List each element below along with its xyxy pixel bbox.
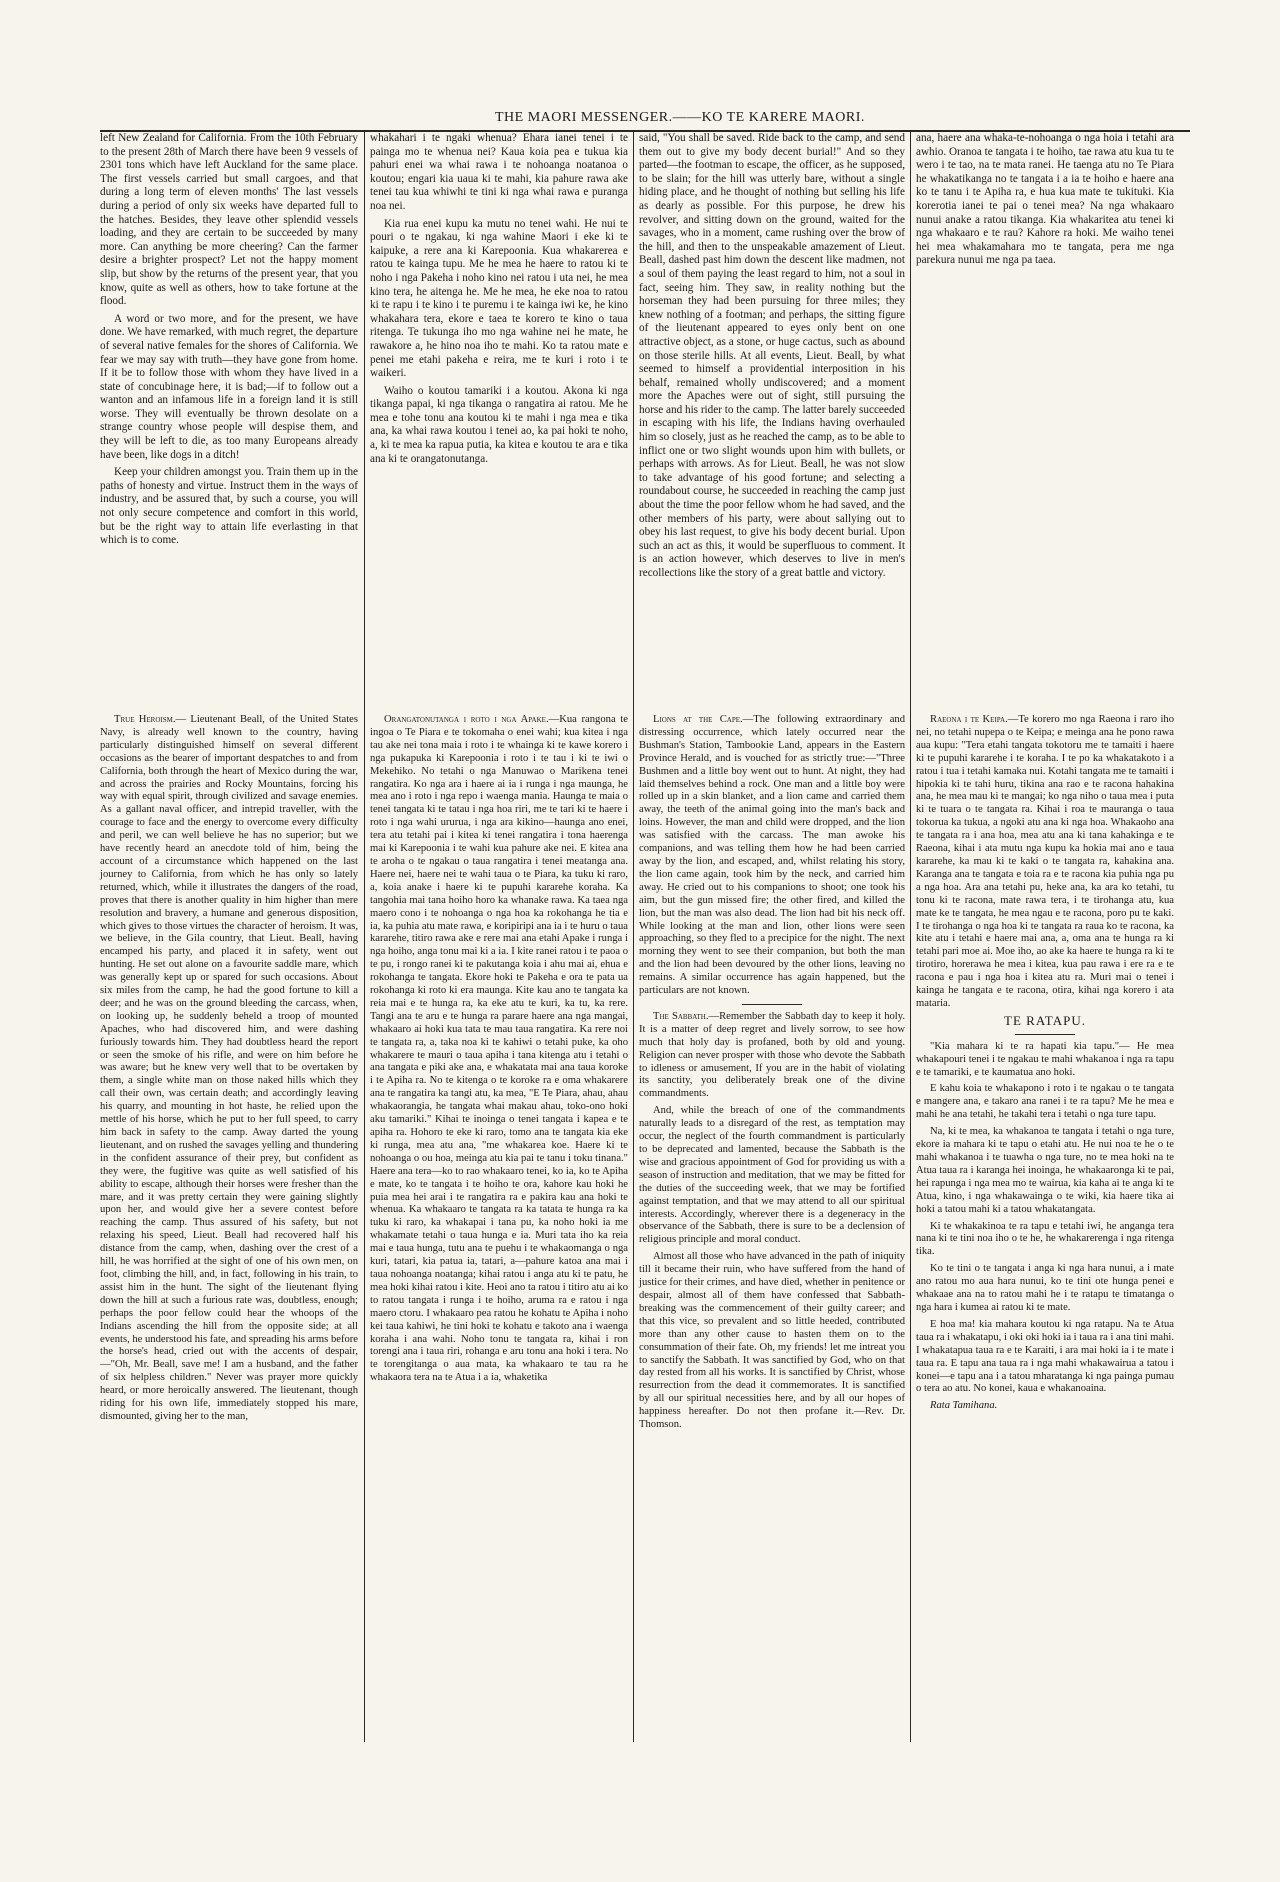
paragraph: Ko te tini o te tangata i anga ki nga hara nunui, a i mate ano ratou mo aua hara nunui, ko te tini ote hunga penei e whakaae ana na to ratou mahi he i te ratapu te timatanga o nga hara i kumea ai ratou ki te mate. (916, 1263, 1174, 1313)
column-4-top (916, 132, 1174, 272)
article-sabbath (639, 1011, 905, 1101)
paragraph: ana, haere ana whaka-te-nohoanga o nga hoia i tetahi ara awhio. Oranoa te tangata i te hoiho, tae rawa atu kua tu te wero i te tao, na te mata ranei. He taenga atu no Te Piara he whakatikanga no te tangata i a ia te hoiho e haere ana ko te tanu i te Apiha ra, e hua kua mate te tukituki. Kia korerotia ianei te pai o tenei mea? Na nga whakaaro nunui anake a ratou tikanga. Kia whakaritea atu tenei ki nga whakaaro e te rau? Kahore ra hoki. Me waiho tenei hei mea whakamahara mo te tangata, pera me nga parekura nunui me nga pa taea. (916, 132, 1174, 267)
paragraph: whakahari i te ngaki whenua? Ehara ianei tenei i te painga mo te whenua nei? Kaua koia pea e tukua kia pahuri enei wa whai rawa i te nohoanga noatanoa o koutou; engari kia uaua ki te mahi, kia pahure rawa ake tenei tau kua whiwhi te tini ki nga whai rawa e puranga noa nei. (370, 132, 628, 212)
article-text: — Lieutenant Beall, of the United States Navy, is already well known to the country, having particularly distinguished himself on several different occasions as the bearer of important despatches to and from California, both through the heart of Mexico during the war, and across the prairies and Rocky Mountains, forcing his way with equal spirit, through civilized and savage enemies. As a gallant naval officer, and intrepid traveller, with the courage to face and the energy to overcome every difficulty and peril, we can well believe he has no superior; but we have recently heard an anecdote told of him, being the account of a circumstance which happened on the last journey to California, from which he has only so lately returned, which, while it illustrates the dangers of the road, proves that there is another quality in him higher than mere resolution and bravery, a humane and generous disposition, which gives to those virtues the character of heroism. It was, we believe, in the Gila country, that Lieut. Beall, having encamped his party, and placed it in safety, went out hunting. He set out alone on a favourite saddle mare, which was generally kept up or spared for such occasions. About six miles from the camp, he had the good fortune to kill a deer; and he was on the ground bleeding the carcass, when, on looking up, he suddenly beheld a troop of mounted Apaches, who had discovered him, and were dashing furiously towards him. They had doubtless heard the report or seen the smoke of his rifle, and were on him before he was aware; but he knew very well that to be overtaken by them, a single white man on those naked hills which they call their own, was certain death; and accordingly leaving his quarry, and mounting in hot haste, he relied upon the mettle of his horse, which he put to her full speed, to carry him back in safety to the camp. Away darted the young lieutenant, and on rushed the savages yelling and thundering in the confident assurance of their prey, but confident as they were, the fugitive was quite as well satisfied of his ability to escape, although their horses were fresher than the mare, and it was pretty certain they were gaining slightly upon her, and would give her a severe contest before reaching the camp. Thus assured of his safety, but not relaxing his speed, Lieut. Beall had recovered half his distance from the camp, when, dashing over the crest of a hill, he was horrified at the sight of one of his own men, on foot, climbing the hill, and, in fact, following in his train, to assist him in the hunt. The sight of the lieutenant flying down the hill at such a furious rate was, doubtless, enough; perhaps the poor fellow could hear the whoops of the Indians ascending the hill from the opposite side; at all events, he understood his fate, and spreading his arms before the horse's head, cried out with the accents of despair,—"Oh, Mr. Beall, save me! I am a husband, and the father of six helpless children." Never was prayer more quickly heard, or more heroically answered. The lieutenant, though riding for his own life, immediately stopped his mare, dismounted, giving her to the man, (100, 714, 359, 1422)
paragraph: Na, ki te mea, ka whakanoa te tangata i tetahi o nga ture, ekore ia mahara ki te tapu o etahi atu. He nui noa te he o te mahi whakanoa i te tuawha o nga ture, no te mea hoki na te Atua taua ra i karanga hei inoinga, he whakaaronga ki te pai, hei rapunga i nga mea mo te wairua, kia kaha ai te anga ki te Atua, kino, i nga whakawainga o te wiki, kia haere tika ai hoki a tatou mahi ki a tatou whakatangata. (916, 1126, 1174, 1215)
column-3-top (639, 132, 905, 585)
article-true-heroism (100, 714, 358, 1424)
article-raeona (916, 714, 1174, 1011)
column-3-bottom (639, 714, 905, 1436)
paragraph: Ki te whakakinoa te ra tapu e tetahi iwi, he anganga tera nana ki te tini noa iho o te he, he whakarerenga i nga ritenga tika. (916, 1220, 1174, 1258)
signature: Rata Tamihana. (930, 1400, 998, 1412)
paragraph: A word or two more, and for the present, we have done. We have remarked, with much regret, the departure of several native females for the shores of California. We fear we may say with truth—they have gone from home. If it be to follow those with whom they have lived in a state of concubinage here, it is bad;—if to follow out a wanton and an infamous life in a foreign land it is still worse. They will eventually be thrown desolate on a strange country whose people will despise them, and they will be left to die, as too many Europeans already have been, like dogs in a ditch! (100, 312, 358, 461)
paragraph: E kahu koia te whakapono i roto i te ngakau o te tangata e mangere ana, e takaro ana ranei i te ra tapu? Me he mea e mahi he ana tetahi, he takahi tera i tetahi o nga ture tapu. (916, 1083, 1174, 1121)
paragraph: Kia rua enei kupu ka mutu no tenei wahi. He nui te pouri o te ngakau, ki nga wahine Maori i eke ki te kaipuke, a rere ana ki Karepoonia. Kua whakarerea e ratou te kainga tupu. Me he mea he haere to ratou ki te noho i nga Pakeha i noho kino nei ratou i uta nei, he mea kino tera, he aitenga he. Me he mea, he eke noa to ratou ki te rapu i te kino i te puremu i te kainga iwi ke, he kino whakahara tera, ekore e taea te korero te kino o taua ritenga. Te tukunga iho mo nga wahine nei he mate, he rawakore a, he hino noa iho te mahi. Ko ta ratou mate e penei me etahi pakeha e reira, me te kuri i roto i te waikeri. (370, 217, 628, 380)
paragraph: And, while the breach of one of the commandments naturally leads to a disregard of the rest, as temptation may occur, the neglect of the fourth commandment is particularly to be deprecated and lamented, because the Sabbath is the wise and gracious appointment of God for providing us with a season of instruction and meditation, that we may be fitted for the duties of the succeeding week, that we may be fortified against temptation, and that we may attend to all our spiritual interests. Accordingly, wherever there is a degeneracy in the observance of the Sabbath, there is sure to be a declension of religious principle and moral conduct. (639, 1105, 905, 1246)
paragraph: E hoa ma! kia mahara koutou ki nga ratapu. Na te Atua taua ra i whakatapu, i oki oki hoki ia i taua ra i ana tini mahi. I whakatapua taua ra e te Karaiti, i ara mai hoki ia i te mate i taua ra. E tapu ana taua ra i nga mahi whakawairua a tatou i konei—e tapu ana i a tatou mharatanga ki nga painga pumau o tera ao atu. No konei, kaua e whakanoaina. (916, 1318, 1174, 1395)
article-text: —Remember the Sabbath day to keep it holy. It is a matter of deep regret and lively sorrow, to see how much that holy day is profaned, both by old and young. Religion can never prosper with those who devote the Sabbath to idleness or amusement, If you are in the habit of violating its sanctity, you deliberately break one of the divine commandments. (639, 1010, 905, 1100)
article-text: —Kua rangona te ingoa o Te Piara e te tokomaha o enei wahi; kua kitea i nga tau ake nei tona maia i roto i te whainga ki te kawe korero i nga pukapuka ki Karepoonia i roto i te tau i ki te iwi o Mekehiko. No tetahi o nga Manuwao o Marikena tenei rangatira. Ko nga ara i haere ai ia i runga i nga maunga, he mea ano i roto i nga repo i waenga mania. Haunga te maia o tenei tangata ki te tatau i nga hoa riri, me te tari ki te haere i roto i nga wahi ururua, i nga ara kikino—haunga ano enei, tera atu tetahi pai i kitea ki tenei rangatira i tona haerenga mai ki Karepoonia i te wahi kua pahure ake nei. E kitea ana te aroha o te ngakau o taua rangatira i tenei meatanga ana. Haere nei, haere nei te wahi taua o te Piara, ka tuku ki raro, a, koia anake i haere ki te pupuhi kararehe koraha. Ka tangohia mai tana hoiho horo ka whanake rawa. Ka taea nga maero cono i te nohoanga o nga hoa ka rokohanga he tia e ia, ka puhia atu mate rawa, e koripiripi ana ia i te huru o taua kararehe, titiro rawa ake e rere mai ana etahi Apake i runga i nga hoiho, anga tonu mai ki a ia. I kite ranei ratou i te paoa o te pu, i rongo ranei ki te pakutanga koia i ahu mai ai, ehua e rokohanga te tangata. Ekore hoki te Pakeha e ora te pata ua rokohanga ki roto ki era maunga. Kite kau ano te tangata ka reia mai e te hunga ra, ka eke atu te kuri, ka tu, ka rere. Tangi ana te aru e te hunga ra parare haere ana nga mangai, whakaaro ai hoki kua tata te mau taua rangatira. Ka rere noi te tangata ra, a, taka noa ki te kahiwi o tetahi puke, ka oho whakarere te mauri o taua apiha i tana kitenga atu i tetahi o ana tangata e piki ake ana, e whakatata mai ana taua koroke i te Apiha ra. No te kitenga o te koroke ra e oma whakarere ana te rangatira ka tangi atu, ka mea, "E Te Piara, ahau, ahau whakaorangia, he tangata whai makau ahau, toko-ono hoki aku tamariki." Kihai te inoinga o tenei tangata i kapea e te apiha ra. Hohoro te eke ki raro, tomo ana te tangata kia eke ki runga, mea atu ana, "me whakarea koe. Haere ki te nohoanga o ou hoa, meinga atu kia pai te tanu i toku tinana." Haere ana tera—ko to rao whakaaro tenei, ko ia, ko te Apiha e mate, ko te tangata i te hoiho te ora, kahore kau hoki he puia mea hei arai i te rangatira ra e pakira kau ana hoki te whenua. Ka whakaaro te tangata ra ka tatata te hunga ra ka tuku ki raro, ka whakapai i tana pu, ka noho hoki ia me whakamate tetahi o taua hunga e ia. Muri tata iho ka reia mai e taua hunga, tutu ana te puehu i te whakaomanga o nga kuri, tatari, kia patua ia, tatari, a—pahure katoa ana mai i taua nohoanga noatanga; kihai ratou i anga atu ki te patu, he mea hoki kihai ratou i kite. Heoi ano ta ratou i titiro atu ai ko to ratou tangata i runga i te hoiho, aruma ra e ratou i nga maero ctoru. I whakaaro pea ratou he kohatu te Apiha i noho kei taua kahiwi, he tini hoki te kohatu e takoto ana i waenga koraha i ana wahi. Noho tonu te tangata ra, kihai i ron torengi ana i taua riri, rohanga e aru tonu ana hoki i tera. No te torengitanga o aua mata, ka whakaaro te tau ra he whakaora tera na te Atua i a ia, whaketika (370, 714, 629, 1384)
paragraph: "Kia mahara ki te ra hapati kia tapu."— He mea whakapouri tenei i te ngakau te mahi whakanoa i nga ra tapu e te tamariki, e te kaumatua ano hoki. (916, 1040, 1174, 1078)
running-title: THE MAORI MESSENGER.——KO TE KARERE MAORI. (495, 110, 865, 125)
column-rule (633, 132, 634, 1742)
paragraph: Keep your children amongst you. Train them up in the paths of honesty and virtue. Instruct them in the ways of industry, and be assured that, by such a course, you will not only secure competence and comfort in this world, but be the right way to attain life everlasting in that which is to come. (100, 466, 358, 547)
running-header (100, 108, 1190, 132)
section-divider (742, 1004, 802, 1005)
column-rule (910, 132, 911, 1742)
article-text: —The following extraordinary and distressing occurrence, which lately occurred near the Bushman's Station, Tambookie Land, appears in the Eastern Province Herald, and is vouched for as strictly true:—"Three Bushmen and a little boy went out to hunt. At night, they had laid themselves behind a rock. One man and a little boy were rolled up in a skin blanket, and a lion came and carried them away, the teeth of the animal going into the man's back and loins. However, the man and child were dropped, and the lion was satisfied with the carcass. The man awoke his companions, and was telling them how he had been carried away by the lion, and escaped, and, whilst relating his story, the lion came again, took him by the neck, and carried him away. He cried out to his companions to shoot; one took his aim, but the gun missed fire; the other fired, and killed the lion, but the man was also dead. The lion had bit his neck off. While looking at the man and lion, other lions were seen approaching, so they fled to a precipice for the night. The next morning they went to see their companion, but both the man and the lion had been devoured by the other lions, leaving no remains. A similar occurrence has again happened, but the particulars are not known. (639, 714, 905, 997)
article-heading: True Heroism. (114, 714, 176, 725)
column-2-top (370, 132, 628, 470)
column-rule (364, 132, 365, 1742)
column-2-bottom (370, 714, 628, 1389)
article-heading: The Sabbath. (653, 1010, 709, 1022)
section-title-te-ratapu: TE RATAPU. (1004, 1012, 1086, 1028)
column-1-bottom (100, 714, 358, 1428)
article-text: —Te korero mo nga Raeona i raro iho nei, no tetahi nupepa o te Keipa; e meinga ana he pono rawa aua kupu: "Tera etahi tangata tokotoru me te tamaiti i haere ki te pupuhi kararehe i te koraha. I te po ka whakatakoto i a ratou i tua i tetahi kamaka nui. Kotahi tangata me te tamaiti i hipokia ki te tahi huru, tikina ana rao e te racona hahakina ana, he mea mau ki te mangai; ko nga niho o taua mea i puta ki te tuara o te tangata ra. Kihai i roa te mauranga o taua tokorua ka tukua, a ngoki atu ana ki nga hoa. Whakaoho ana te tangata ra i ana hoa, mea atu ana ki tana kahakinga e te Raeona, kihai i ata mutu nga kupu ka hokia mai ano e taua kararehe, ka mau ki te kaki o te tangata ra, kahakina ana. Karanga ana te tangata e toia ra e te racona kia puhia nga pu a nga hoa. Ara ana tetahi pu, heke ana, ka ara ko tetahi, tu tonu ki te racona, mate rawa tera, i te tirohanga atu, kua mate ke te tangata, he mea ngau e te racona, poro pu te kaki. I te tirohanga o nga hoa ki te tangata ra raua ko te racona, ka kite atu i tetahi e haere mai ana, a, oma ana te hunga ra ki tetahi pari moe ai. Moe iho, ao ake ka haere te hunga ra ki te tirotiro, horerawa he mea i kitea, kua pau rawa i ere ra e te racona e pau i nga hoa i kitea atu ra. Muri mai o tenei i kainga he tangata e te racona, otira, kihai nga korero i ata mataria. (916, 714, 1174, 1009)
article-lions-at-the-cape (639, 714, 905, 998)
article-orangatonutanga (370, 714, 628, 1385)
paragraph: said, "You shall be saved. Ride back to the camp, and send them out to give my body decent burial!" And so they parted—the footman to escape, the officer, as he supposed, to be slain; for the hill was utterly bare, without a single hiding place, and he thought of nothing but selling his life as dearly as possible. For this purpose, he drew his revolver, and sitting down on the ground, waited for the savages, who in a moment, came rushing over the brow of the hill, and then to the unspeakable amazement of Lieut. Beall, dashed past him down the descent like madmen, not a soul of them paying the least regard to him, not a soul in fact, seeing him. They saw, in reality nothing but the horseman they had been pursuing for three miles; they knew nothing of a footman; and perhaps, the sitting figure of the lieutenant appeared to eyes only bent on one attractive object, as a stone, or huge cactus, such as abound on those sterile hills. At all events, Lieut. Beall, by what seemed to himself a providential interposition in his behalf, remained wholly undiscovered; and a moment more the Apaches were out of sight, still pursuing the horse and his rider to the camp. The latter barely succeeded in escaping with his life, the Indians having overhauled him so closely, just as he reached the camp, as to be able to inflict one or two slight wounds upon him with bullets, or perhaps with arrows. As for Lieut. Beall, he was not slow to take advantage of his good fortune; and selecting a roundabout course, he succeeded in reaching the camp just about the time the poor fellow whom he had saved, and the other members of his party, were about sallying out to obey his last request, to give his body decent burial. Upon such an act as this, it would be superfluous to comment. It is an action however, which deserves to live in men's recollections like the story of a great battle and victory. (639, 132, 906, 579)
section-divider (1015, 1034, 1075, 1035)
article-heading: Lions at the Cape. (653, 714, 743, 725)
column-4-bottom (916, 714, 1174, 1417)
paragraph: Waiho o koutou tamariki i a koutou. Akona ki nga tikanga papai, ki nga tikanga o rangatira ai ratou. Me he mea e tohe tonu ana koutou ki te mahi i nga mea e tika ana, ka whai rawa koutou i tenei ao, ka pai hoki te noho, a, ki te mea ka rapua putia, ka kitea e koutou te ara e tika ana ki te orangatonutanga. (370, 384, 628, 465)
column-1-top (100, 132, 358, 552)
article-heading: Orangatonutanga i roto i nga Apake. (384, 714, 549, 725)
paragraph: Almost all those who have advanced in the path of iniquity till it became their ruin, who have suffered from the hand of justice for their crimes, and have died, whether in penitence or despair, almost all of them have confessed that Sabbath-breaking was the commencement of their guilty career; and that this vice, so prevalent and so little heeded, contributed more than any other cause to hasten them on to the consummation of their fate. Oh, my friends! let me intreat you to sanctify the Sabbath. It was sanctified by God, who on that day rested from all his works. It is sanctified by Christ, whose resurrection from the dead it commemorates. It is sanctified by all our spiritual necessities here, and by all our hopes of happiness hereafter. Do not then profane it.—Rev. Dr. Thomson. (639, 1251, 905, 1431)
paragraph: left New Zealand for California. From the 10th February to the present 28th of March there have been 9 vessels of 2301 tons which have left Auckland for the same place. The first vessels carried but small cargoes, and that during a long term of eleven months' The last vessels during a period of only six weeks have departed full to the hatches. Besides, they leave other splendid vessels loading, and they are certain to be succeeded by many more. Can anything be more cheering? Can the farmer desire a brighter prospect? Let not the happy moment slip, but show by the returns of the present year, that you know, quite as well as others, how to take fortune at the flood. (100, 132, 358, 308)
article-heading: Raeona i te Keipa. (930, 714, 1008, 725)
